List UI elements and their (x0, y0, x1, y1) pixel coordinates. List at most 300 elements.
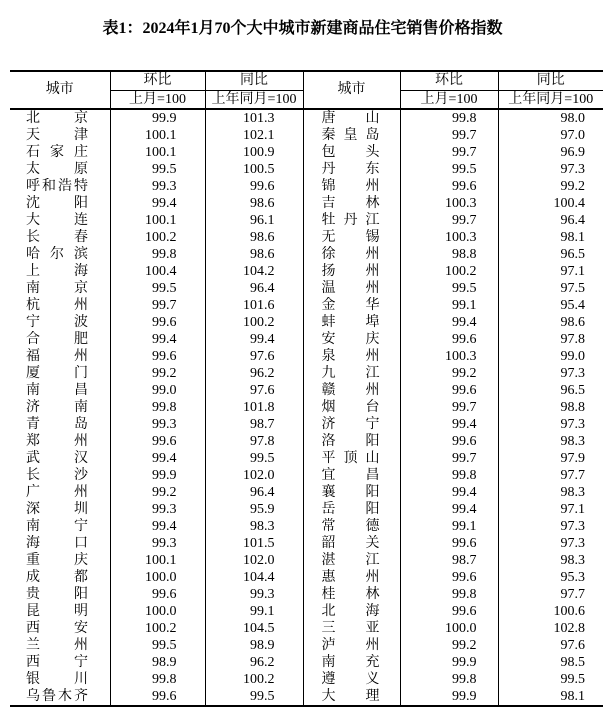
city-name: 扬州 (321, 264, 380, 279)
mom-value-right: 99.4 (400, 314, 498, 331)
table-row (10, 297, 603, 314)
city-name: 郑州 (26, 434, 88, 449)
yoy-value-right: 97.1 (498, 501, 603, 518)
yoy-value-right: 98.3 (498, 484, 603, 501)
city-name: 唐山 (321, 111, 380, 126)
yoy-value-right: 97.6 (498, 637, 603, 654)
yoy-value-left: 100.2 (205, 671, 303, 688)
city-name: 南昌 (26, 383, 88, 398)
city-cell-right (303, 331, 400, 348)
city-cell-right (303, 109, 400, 127)
table-header (10, 71, 603, 109)
city-name: 西安 (26, 621, 88, 636)
yoy-value-left: 96.1 (205, 212, 303, 229)
yoy-value-left: 100.9 (205, 144, 303, 161)
city-name: 南充 (321, 655, 380, 670)
table-row (10, 144, 603, 161)
mom-value-left: 99.8 (110, 671, 205, 688)
city-name: 银川 (26, 672, 88, 687)
yoy-value-left: 98.9 (205, 637, 303, 654)
header-yoy-base-left: 上年同月=100 (205, 91, 303, 110)
header-mom-left: 环比 (110, 71, 205, 91)
city-cell-right (303, 382, 400, 399)
city-cell-right (303, 518, 400, 535)
table-row (10, 603, 603, 620)
mom-value-right: 99.6 (400, 433, 498, 450)
yoy-value-left: 101.5 (205, 535, 303, 552)
table-row (10, 637, 603, 654)
yoy-value-left: 99.4 (205, 331, 303, 348)
city-cell-left (10, 331, 110, 348)
mom-value-left: 99.3 (110, 501, 205, 518)
yoy-value-right: 97.1 (498, 263, 603, 280)
mom-value-left: 99.5 (110, 637, 205, 654)
city-cell-left (10, 195, 110, 212)
mom-value-right: 99.7 (400, 144, 498, 161)
city-cell-right (303, 246, 400, 263)
city-name: 长沙 (26, 468, 88, 483)
mom-value-left: 99.9 (110, 467, 205, 484)
yoy-value-left: 104.5 (205, 620, 303, 637)
table-row (10, 348, 603, 365)
yoy-value-left: 96.2 (205, 365, 303, 382)
mom-value-left: 99.4 (110, 195, 205, 212)
mom-value-right: 100.3 (400, 229, 498, 246)
mom-value-right: 100.3 (400, 195, 498, 212)
city-name: 宁波 (26, 315, 88, 330)
mom-value-left: 99.6 (110, 586, 205, 603)
mom-value-right: 99.6 (400, 382, 498, 399)
yoy-value-right: 96.5 (498, 382, 603, 399)
mom-value-right: 100.2 (400, 263, 498, 280)
table-row (10, 178, 603, 195)
yoy-value-left: 97.8 (205, 433, 303, 450)
mom-value-right: 99.2 (400, 637, 498, 654)
table-row (10, 518, 603, 535)
city-name: 青岛 (26, 417, 88, 432)
table-body (10, 109, 603, 706)
city-name: 厦门 (26, 366, 88, 381)
yoy-value-left: 101.3 (205, 109, 303, 127)
city-cell-left (10, 603, 110, 620)
yoy-value-left: 102.1 (205, 127, 303, 144)
city-name: 泸州 (321, 638, 380, 653)
header-yoy-left: 同比 (205, 71, 303, 91)
yoy-value-left: 102.0 (205, 552, 303, 569)
city-name: 常德 (321, 519, 380, 534)
mom-value-left: 100.2 (110, 620, 205, 637)
city-name: 天津 (26, 128, 88, 143)
table-row (10, 399, 603, 416)
city-name: 蚌埠 (321, 315, 380, 330)
yoy-value-right: 97.3 (498, 365, 603, 382)
city-name: 武汉 (26, 451, 88, 466)
yoy-value-right: 97.7 (498, 586, 603, 603)
table-row (10, 195, 603, 212)
city-cell-left (10, 161, 110, 178)
city-cell-left (10, 450, 110, 467)
city-cell-right (303, 552, 400, 569)
city-name: 呼和浩特 (26, 179, 88, 194)
city-cell-left (10, 654, 110, 671)
city-name: 湛江 (321, 553, 380, 568)
mom-value-right: 99.7 (400, 127, 498, 144)
mom-value-right: 100.3 (400, 348, 498, 365)
table-row (10, 552, 603, 569)
table-row (10, 246, 603, 263)
mom-value-right: 99.6 (400, 331, 498, 348)
yoy-value-left: 100.5 (205, 161, 303, 178)
mom-value-right: 99.9 (400, 654, 498, 671)
city-cell-right (303, 314, 400, 331)
city-cell-left (10, 280, 110, 297)
mom-value-left: 99.2 (110, 365, 205, 382)
mom-value-right: 99.6 (400, 603, 498, 620)
yoy-value-right: 97.3 (498, 416, 603, 433)
city-name: 上海 (26, 264, 88, 279)
city-name: 遵义 (321, 672, 380, 687)
city-name: 牡丹江 (321, 213, 380, 228)
yoy-value-left: 99.1 (205, 603, 303, 620)
yoy-value-right: 97.5 (498, 280, 603, 297)
city-name: 重庆 (26, 553, 88, 568)
yoy-value-left: 95.9 (205, 501, 303, 518)
city-name: 大理 (321, 689, 380, 704)
city-name: 平顶山 (321, 451, 380, 466)
city-name: 合肥 (26, 332, 88, 347)
mom-value-left: 99.6 (110, 314, 205, 331)
city-cell-right (303, 144, 400, 161)
yoy-value-left: 97.6 (205, 382, 303, 399)
yoy-value-right: 98.3 (498, 552, 603, 569)
table-row (10, 229, 603, 246)
city-cell-left (10, 127, 110, 144)
mom-value-right: 99.7 (400, 450, 498, 467)
city-name: 海口 (26, 536, 88, 551)
mom-value-right: 99.7 (400, 399, 498, 416)
yoy-value-left: 99.5 (205, 450, 303, 467)
city-name: 深圳 (26, 502, 88, 517)
mom-value-left: 99.4 (110, 518, 205, 535)
table-row (10, 280, 603, 297)
mom-value-left: 99.9 (110, 109, 205, 127)
yoy-value-left: 102.0 (205, 467, 303, 484)
city-name: 徐州 (321, 247, 380, 262)
city-cell-left (10, 620, 110, 637)
mom-value-right: 99.8 (400, 109, 498, 127)
city-cell-right (303, 348, 400, 365)
yoy-value-right: 97.3 (498, 518, 603, 535)
yoy-value-right: 100.6 (498, 603, 603, 620)
mom-value-left: 100.2 (110, 229, 205, 246)
city-name: 九江 (321, 366, 380, 381)
mom-value-left: 100.0 (110, 569, 205, 586)
table-row (10, 501, 603, 518)
yoy-value-right: 95.3 (498, 569, 603, 586)
city-cell-left (10, 178, 110, 195)
table-row (10, 620, 603, 637)
city-cell-left (10, 297, 110, 314)
yoy-value-right: 97.7 (498, 467, 603, 484)
city-cell-left (10, 365, 110, 382)
mom-value-right: 99.4 (400, 484, 498, 501)
yoy-value-right: 97.0 (498, 127, 603, 144)
mom-value-left: 99.6 (110, 433, 205, 450)
city-name: 金华 (321, 298, 380, 313)
city-cell-right (303, 433, 400, 450)
yoy-value-right: 99.0 (498, 348, 603, 365)
city-cell-left (10, 399, 110, 416)
yoy-value-right: 100.4 (498, 195, 603, 212)
header-row-1 (10, 71, 603, 91)
city-cell-right (303, 178, 400, 195)
yoy-value-right: 95.4 (498, 297, 603, 314)
yoy-value-left: 96.2 (205, 654, 303, 671)
city-name: 大连 (26, 213, 88, 228)
mom-value-left: 99.2 (110, 484, 205, 501)
mom-value-left: 100.1 (110, 552, 205, 569)
table-row (10, 433, 603, 450)
mom-value-right: 99.4 (400, 501, 498, 518)
yoy-value-left: 98.7 (205, 416, 303, 433)
table-row (10, 671, 603, 688)
table-row (10, 212, 603, 229)
city-name: 南宁 (26, 519, 88, 534)
header-mom-base-left: 上月=100 (110, 91, 205, 110)
yoy-value-right: 98.8 (498, 399, 603, 416)
city-name: 桂林 (321, 587, 380, 602)
city-name: 成都 (26, 570, 88, 585)
header-mom-base-right: 上月=100 (400, 91, 498, 110)
mom-value-right: 99.8 (400, 467, 498, 484)
mom-value-left: 99.3 (110, 416, 205, 433)
city-cell-right (303, 297, 400, 314)
city-name: 秦皇岛 (321, 128, 380, 143)
city-cell-left (10, 433, 110, 450)
yoy-value-left: 98.6 (205, 229, 303, 246)
city-cell-left (10, 586, 110, 603)
yoy-value-left: 96.4 (205, 280, 303, 297)
yoy-value-left: 104.2 (205, 263, 303, 280)
yoy-value-right: 97.9 (498, 450, 603, 467)
yoy-value-left: 98.3 (205, 518, 303, 535)
city-cell-right (303, 161, 400, 178)
header-yoy-right: 同比 (498, 71, 603, 91)
mom-value-right: 99.2 (400, 365, 498, 382)
city-name: 沈阳 (26, 196, 88, 211)
yoy-value-right: 98.5 (498, 654, 603, 671)
mom-value-left: 99.8 (110, 399, 205, 416)
city-cell-left (10, 484, 110, 501)
mom-value-left: 99.6 (110, 348, 205, 365)
table-row (10, 450, 603, 467)
mom-value-right: 99.6 (400, 535, 498, 552)
price-index-table-grid (10, 70, 603, 707)
city-name: 济南 (26, 400, 88, 415)
mom-value-left: 98.9 (110, 654, 205, 671)
mom-value-right: 98.8 (400, 246, 498, 263)
city-cell-left (10, 467, 110, 484)
city-name: 包头 (321, 145, 380, 160)
yoy-value-right: 96.9 (498, 144, 603, 161)
city-cell-left (10, 348, 110, 365)
city-cell-right (303, 620, 400, 637)
mom-value-left: 99.3 (110, 535, 205, 552)
city-name: 北海 (321, 604, 380, 619)
city-name: 西宁 (26, 655, 88, 670)
city-name: 温州 (321, 281, 380, 296)
mom-value-left: 99.6 (110, 688, 205, 706)
table-row (10, 127, 603, 144)
header-mom-right: 环比 (400, 71, 498, 91)
city-cell-left (10, 314, 110, 331)
city-cell-left (10, 552, 110, 569)
city-name: 长春 (26, 230, 88, 245)
mom-value-left: 100.1 (110, 144, 205, 161)
header-yoy-base-right: 上年同月=100 (498, 91, 603, 110)
city-cell-left (10, 637, 110, 654)
yoy-value-left: 99.6 (205, 178, 303, 195)
city-cell-right (303, 688, 400, 706)
header-city-right: 城市 (303, 71, 400, 109)
yoy-value-left: 97.6 (205, 348, 303, 365)
mom-value-left: 99.7 (110, 297, 205, 314)
city-cell-right (303, 416, 400, 433)
yoy-value-right: 99.2 (498, 178, 603, 195)
city-cell-right (303, 654, 400, 671)
city-cell-right (303, 212, 400, 229)
city-name: 太原 (26, 162, 88, 177)
city-cell-left (10, 212, 110, 229)
yoy-value-right: 102.8 (498, 620, 603, 637)
city-cell-left (10, 246, 110, 263)
city-name: 乌鲁木齐 (26, 689, 88, 704)
yoy-value-left: 99.5 (205, 688, 303, 706)
mom-value-right: 99.8 (400, 586, 498, 603)
city-name: 襄阳 (321, 485, 380, 500)
yoy-value-right: 98.0 (498, 109, 603, 127)
city-cell-right (303, 484, 400, 501)
mom-value-right: 99.6 (400, 569, 498, 586)
city-name: 北京 (26, 111, 88, 126)
table-row (10, 467, 603, 484)
city-cell-left (10, 109, 110, 127)
city-name: 岳阳 (321, 502, 380, 517)
yoy-value-left: 98.6 (205, 195, 303, 212)
city-cell-left (10, 263, 110, 280)
city-cell-left (10, 144, 110, 161)
city-cell-right (303, 603, 400, 620)
city-cell-right (303, 501, 400, 518)
city-name: 泉州 (321, 349, 380, 364)
city-cell-left (10, 229, 110, 246)
table-row (10, 688, 603, 706)
yoy-value-right: 99.5 (498, 671, 603, 688)
table-row (10, 654, 603, 671)
city-cell-right (303, 399, 400, 416)
city-name: 惠州 (321, 570, 380, 585)
yoy-value-right: 96.4 (498, 212, 603, 229)
mom-value-left: 100.1 (110, 212, 205, 229)
yoy-value-right: 98.1 (498, 229, 603, 246)
city-cell-right (303, 671, 400, 688)
mom-value-right: 99.6 (400, 178, 498, 195)
city-name: 安庆 (321, 332, 380, 347)
mom-value-right: 99.9 (400, 688, 498, 706)
city-cell-right (303, 195, 400, 212)
city-name: 杭州 (26, 298, 88, 313)
table-row (10, 382, 603, 399)
city-name: 锦州 (321, 179, 380, 194)
city-cell-left (10, 501, 110, 518)
page-title: 表1：2024年1月70个大中城市新建商品住宅销售价格指数 (102, 20, 503, 37)
city-name: 昆明 (26, 604, 88, 619)
table-row (10, 365, 603, 382)
city-cell-right (303, 229, 400, 246)
city-cell-left (10, 382, 110, 399)
yoy-value-right: 98.3 (498, 433, 603, 450)
table-row (10, 263, 603, 280)
yoy-value-left: 99.3 (205, 586, 303, 603)
yoy-value-right: 98.6 (498, 314, 603, 331)
table-row (10, 331, 603, 348)
table-row (10, 535, 603, 552)
city-name: 贵阳 (26, 587, 88, 602)
mom-value-left: 99.0 (110, 382, 205, 399)
city-name: 吉林 (321, 196, 380, 211)
city-name: 丹东 (321, 162, 380, 177)
mom-value-left: 100.1 (110, 127, 205, 144)
yoy-value-right: 97.8 (498, 331, 603, 348)
header-city-left: 城市 (45, 82, 74, 97)
mom-value-right: 99.7 (400, 212, 498, 229)
mom-value-left: 99.5 (110, 280, 205, 297)
city-cell-left (10, 688, 110, 706)
city-name: 济宁 (321, 417, 380, 432)
mom-value-right: 99.5 (400, 161, 498, 178)
city-name: 福州 (26, 349, 88, 364)
yoy-value-right: 98.1 (498, 688, 603, 706)
city-cell-left (10, 416, 110, 433)
table-row (10, 161, 603, 178)
city-name: 韶关 (321, 536, 380, 551)
city-name: 哈尔滨 (26, 247, 88, 262)
mom-value-right: 100.0 (400, 620, 498, 637)
table-row (10, 586, 603, 603)
mom-value-right: 99.1 (400, 518, 498, 535)
mom-value-right: 99.4 (400, 416, 498, 433)
city-cell-right (303, 450, 400, 467)
table-row (10, 416, 603, 433)
city-cell-right (303, 127, 400, 144)
city-cell-left (10, 671, 110, 688)
city-cell-right (303, 586, 400, 603)
mom-value-right: 99.1 (400, 297, 498, 314)
table-row (10, 484, 603, 501)
yoy-value-left: 96.4 (205, 484, 303, 501)
yoy-value-left: 104.4 (205, 569, 303, 586)
mom-value-left: 100.0 (110, 603, 205, 620)
city-cell-right (303, 467, 400, 484)
city-name: 南京 (26, 281, 88, 296)
table-row (10, 109, 603, 127)
city-cell-right (303, 263, 400, 280)
city-name: 宜昌 (321, 468, 380, 483)
city-name: 兰州 (26, 638, 88, 653)
yoy-value-right: 97.3 (498, 161, 603, 178)
yoy-value-right: 96.5 (498, 246, 603, 263)
city-name: 赣州 (321, 383, 380, 398)
